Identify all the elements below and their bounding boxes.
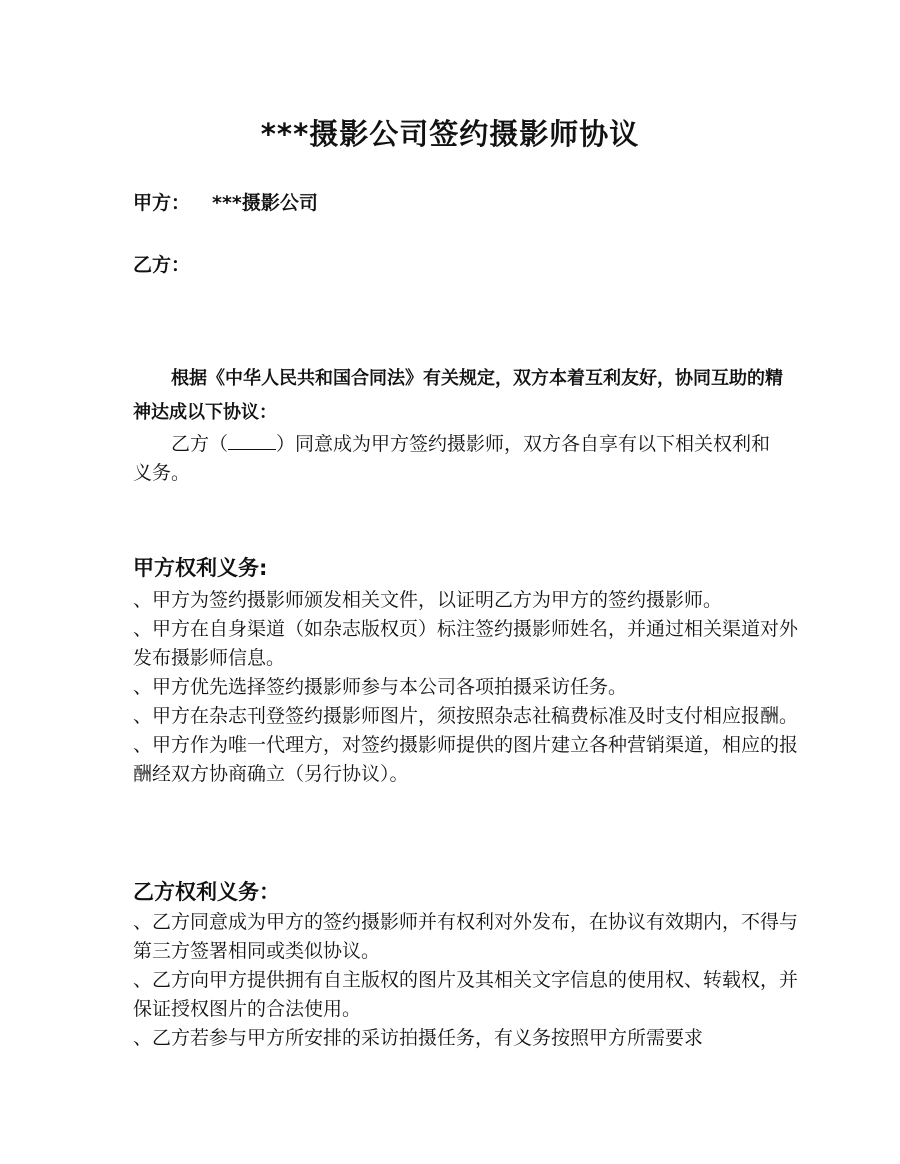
clause-item: 、乙方若参与甲方所安排的采访拍摄任务，有义务按照甲方所需要求: [133, 1027, 704, 1049]
agreement-suffix: ）同意成为甲方签约摄影师，双方各自享有以下相关权利和义务。: [133, 433, 771, 484]
section-b-heading: 乙方权利义务：: [133, 880, 280, 904]
clause-item: 、甲方为签约摄影师颁发相关文件，以证明乙方为甲方的签约摄影师。: [133, 589, 723, 611]
section-b-clauses: [133, 908, 798, 1053]
agreement-paragraph: [133, 430, 783, 488]
section-a-heading: 甲方权利义务:: [133, 556, 268, 580]
party-b-line: [133, 250, 212, 277]
document-title: ***摄影公司签约摄影师协议: [260, 117, 640, 151]
intro-paragraph: 根据《中华人民共和国合同法》有关规定，双方本着互利友好，协同互助的精神达成以下协议：: [133, 368, 783, 423]
party-a-value: ***摄影公司: [212, 192, 318, 214]
section-a-clauses: [133, 586, 798, 789]
name-blank: [228, 431, 276, 450]
party-a-line: [133, 188, 318, 215]
party-b-label: 乙方：: [133, 254, 191, 276]
clause-item: 、乙方同意成为甲方的签约摄影师并有权利对外发布，在协议有效期内，不得与第三方签署相同或类似协议。: [133, 911, 799, 962]
clause-item: 、甲方在自身渠道（如杂志版权页）标注签约摄影师姓名，并通过相关渠道对外发布摄影师信息。: [133, 618, 799, 669]
clause-item: 、甲方在杂志刊登签约摄影师图片，须按照杂志社稿费标准及时支付相应报酬。: [133, 705, 799, 727]
agreement-prefix: 乙方（: [171, 433, 229, 455]
clause-item: 、乙方向甲方提供拥有自主版权的图片及其相关文字信息的使用权、转载权，并保证授权图片的合法使用。: [133, 969, 799, 1020]
clause-item: 、甲方作为唯一代理方，对签约摄影师提供的图片建立各种营销渠道，相应的报酬经双方协商确立（另行协议）。: [133, 734, 799, 785]
party-a-label: 甲方：: [133, 192, 191, 214]
clause-item: 、甲方优先选择签约摄影师参与本公司各项拍摄采访任务。: [133, 676, 628, 698]
